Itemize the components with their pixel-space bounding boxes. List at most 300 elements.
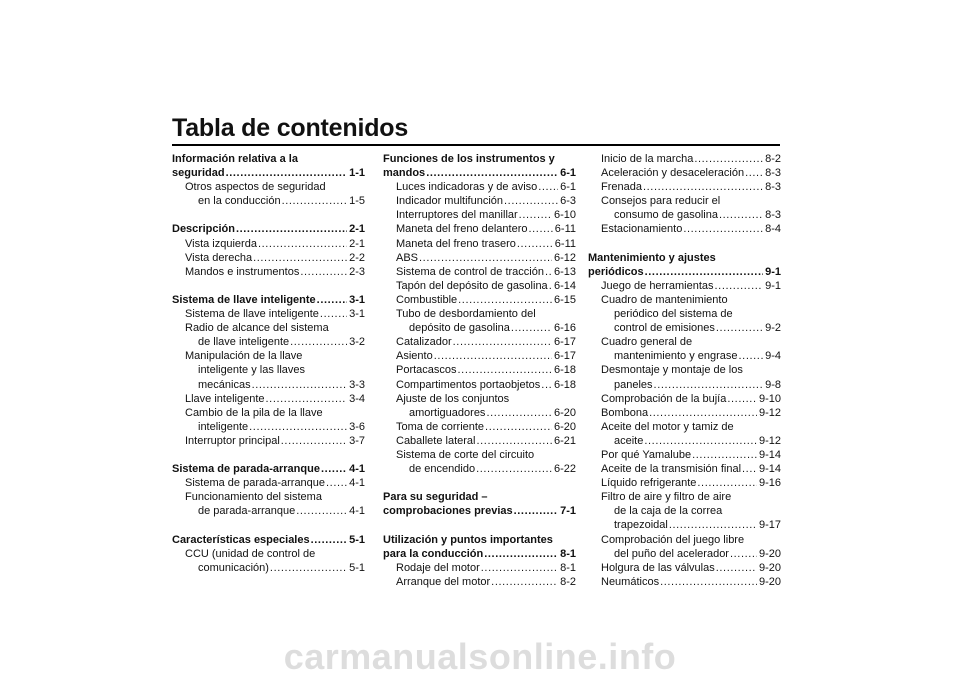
toc-page-number: 9-20 [758,575,781,588]
toc-subsection-entry[interactable] [383,420,576,434]
toc-entry-text: Asiento [396,350,433,363]
toc-entry-text: de encendido [409,463,476,476]
toc-subsection-entry [172,349,365,363]
toc-section-entry[interactable] [172,293,365,307]
toc-entry-text: Comprobación del juego libre [601,533,745,546]
toc-dot-leader [538,180,558,194]
toc-spacer [172,518,365,532]
toc-page-number: 3-3 [349,378,365,391]
toc-entry-text: Holgura de las válvulas [601,561,715,574]
toc-dot-leader [236,222,347,236]
toc-dot-leader [326,476,347,490]
toc-page-number: 6-1 [560,167,576,180]
toc-entry-text: inteligente [198,420,249,433]
toc-page-number: 9-4 [765,350,781,363]
toc-section-entry[interactable] [383,166,576,180]
toc-entry-text: Otros aspectos de seguridad [185,181,326,194]
toc-entry-text: mecánicas [198,378,251,391]
toc-entry-text: del puño del acelerador [614,547,729,560]
toc-dot-leader [426,166,558,180]
toc-subsection-entry[interactable] [172,434,365,448]
toc-page-number: 4-1 [349,463,365,476]
toc-entry-text: Indicador multifunción [396,195,504,208]
toc-subsection-entry [383,448,576,462]
toc-subsection-entry [588,363,781,377]
toc-dot-leader [485,420,552,434]
toc-dot-leader [517,237,553,251]
toc-subsection-entry [588,533,781,547]
toc-page-number: 9-12 [758,434,781,447]
toc-entry-text: Compartimentos portaobjetos [396,378,541,391]
toc-subsection-entry [172,547,365,561]
toc-subsection-entry [588,504,781,518]
toc-entry-text: seguridad [172,167,225,180]
toc-subsection-entry[interactable] [588,321,781,335]
toc-entry-text: aceite [614,434,644,447]
toc-subsection-entry[interactable] [588,476,781,490]
toc-subsection-entry[interactable] [172,476,365,490]
toc-dot-leader [453,335,552,349]
toc-page-number: 2-1 [349,237,365,250]
toc-dot-leader [458,363,552,377]
toc-entry-text: Información relativa a la [172,153,298,165]
toc-page-number: 6-1 [560,181,576,194]
toc-subsection-entry [588,490,781,504]
toc-section-entry [172,152,365,166]
toc-page-number: 2-1 [349,223,365,236]
toc-dot-leader [719,208,763,222]
toc-dot-leader [266,392,348,406]
toc-page-number: 6-13 [553,265,576,278]
toc-dot-leader [486,406,552,420]
toc-entry-text: mandos [383,167,426,180]
toc-page-number: 6-3 [560,195,576,208]
toc-page-number: 6-20 [553,406,576,419]
toc-entry-text: Llave inteligente [185,392,265,405]
toc-section-entry [383,533,576,547]
toc-entry-text: de la caja de la correa [614,505,723,518]
toc-dot-leader [270,561,347,575]
toc-entry-text: Cuadro de mantenimiento [601,293,728,306]
toc-page-number: 8-1 [560,561,576,574]
toc-entry-text: comunicación) [198,561,269,574]
toc-dot-leader [545,265,552,279]
toc-dot-leader [504,194,558,208]
toc-dot-leader [519,208,552,222]
toc-page-number: 6-11 [554,237,576,250]
toc-section-entry[interactable] [588,265,781,279]
toc-dot-leader [742,462,757,476]
toc-subsection-entry[interactable] [588,222,781,236]
toc-subsection-entry[interactable] [588,152,781,166]
toc-subsection-entry[interactable] [383,293,576,307]
page-title: Tabla de contenidos [172,114,409,142]
toc-subsection-entry[interactable] [172,504,365,518]
toc-subsection-entry[interactable] [588,547,781,561]
toc-dot-leader [476,462,552,476]
toc-subsection-entry[interactable] [588,208,781,222]
toc-subsection-entry [383,392,576,406]
toc-dot-leader [290,335,347,349]
toc-page-number: 4-1 [349,477,365,490]
toc-entry-text: Para su seguridad – [383,491,488,504]
toc-entry-text: Maneta del freno delantero [396,223,528,236]
toc-entry-text: Juego de herramientas [601,279,714,292]
toc-subsection-entry[interactable] [588,518,781,532]
toc-page-number: 8-2 [765,153,781,165]
toc-entry-text: de llave inteligente [198,336,290,349]
toc-dot-leader [644,434,757,448]
toc-dot-leader [419,251,552,265]
toc-entry-text: Inicio de la marcha [601,153,694,165]
toc-page-number: 5-1 [349,533,365,546]
toc-entry-text: Sistema de parada-arranque [172,463,320,476]
toc-dot-leader [511,321,552,335]
toc-subsection-entry[interactable] [383,363,576,377]
toc-entry-text: Aceleración y desaceleración [601,167,745,180]
toc-subsection-entry [588,293,781,307]
toc-dot-leader [541,378,552,392]
toc-dot-leader [716,321,763,335]
toc-subsection-entry[interactable] [383,462,576,476]
toc-entry-text: Características especiales [172,533,310,546]
toc-page-number: 9-20 [758,547,781,560]
toc-dot-leader [528,222,552,236]
toc-page-number: 3-1 [349,308,365,321]
toc-dot-leader [296,504,347,518]
toc-entry-text: Aceite del motor y tamiz de [601,420,734,433]
toc-page-number: 9-12 [758,406,781,419]
toc-page-number: 6-15 [553,293,576,306]
toc-subsection-entry [383,307,576,321]
toc-page-number: 9-10 [758,392,781,405]
toc-subsection-entry[interactable] [172,335,365,349]
toc-spacer [383,476,576,490]
toc-entry-text: Ajuste de los conjuntos [396,392,510,405]
toc-page-number: 6-10 [553,209,576,222]
toc-dot-leader [683,222,763,236]
toc-entry-text: Por qué Yamalube [601,448,692,461]
toc-entry-text: Filtro de aire y filtro de aire [601,491,732,504]
toc-subsection-entry[interactable] [588,448,781,462]
toc-subsection-entry[interactable] [383,575,576,589]
toc-entry-text: Líquido refrigerante [601,477,697,490]
toc-dot-leader [320,307,347,321]
toc-entry-text: Frenada [601,181,642,194]
toc-dot-leader [694,152,763,166]
toc-section-entry [588,251,781,265]
toc-subsection-entry[interactable] [172,307,365,321]
toc-subsection-entry [172,321,365,335]
toc-dot-leader [645,265,763,279]
toc-subsection-entry [172,363,365,377]
toc-page-number: 6-17 [553,350,576,363]
watermark: carmanualsonline.info [283,636,677,677]
toc-page-number: 6-14 [553,279,576,292]
toc-dot-leader [300,265,347,279]
toc-dot-leader [716,561,757,575]
toc-entry-text: ABS [396,251,419,264]
toc-spacer [172,208,365,222]
toc-dot-leader [739,349,764,363]
toc-subsection-entry[interactable] [588,406,781,420]
toc-entry-text: Vista derecha [185,251,253,264]
toc-entry-text: Estacionamiento [601,223,683,236]
toc-section-entry[interactable] [172,222,365,236]
toc-column-1 [172,152,365,575]
toc-entry-text: Combustible [396,293,458,306]
toc-entry-text: Comprobación de la bujía [601,392,727,405]
toc-dot-leader [458,293,552,307]
toc-page-number: 3-2 [349,336,365,349]
toc-entry-text: Mandos e instrumentos [185,265,300,278]
toc-section-entry[interactable] [172,462,365,476]
toc-entry-text: Bombona [601,406,649,419]
toc-subsection-entry[interactable] [588,462,781,476]
toc-page-number: 6-18 [553,378,576,391]
toc-subsection-entry[interactable] [383,406,576,420]
toc-page-number: 6-21 [553,434,576,447]
toc-entry-text: Funciones de los instrumentos y [383,153,555,165]
toc-page-number: 9-20 [758,561,781,574]
toc-entry-text: en la conducción [198,195,281,208]
toc-entry-text: periódico del sistema de [614,308,733,321]
toc-page-number: 8-2 [560,575,576,588]
toc-entry-text: Sistema de llave inteligente [172,293,316,306]
toc-page-number: 6-20 [553,420,576,433]
toc-subsection-entry [588,420,781,434]
toc-subsection-entry[interactable] [588,279,781,293]
toc-dot-leader [697,476,757,490]
toc-subsection-entry[interactable] [172,420,365,434]
toc-dot-leader [669,518,757,532]
toc-subsection-entry[interactable] [588,575,781,589]
toc-entry-text: de parada-arranque [198,505,296,518]
toc-subsection-entry [588,194,781,208]
toc-page-number: 6-11 [554,223,576,236]
toc-dot-leader [715,279,764,293]
title-underline [172,144,780,146]
toc-subsection-entry[interactable] [383,265,576,279]
toc-page-number: 5-1 [349,561,365,574]
toc-subsection-entry[interactable] [383,349,576,363]
toc-dot-leader [692,448,757,462]
toc-section-entry [383,152,576,166]
toc-page-number: 9-14 [758,463,781,476]
toc-entry-text: Vista izquierda [185,237,257,250]
toc-page-number: 1-1 [349,167,365,180]
toc-entry-text: Tubo de desbordamiento del [396,308,536,321]
toc-subsection-entry[interactable] [172,194,365,208]
toc-subsection-entry[interactable] [588,378,781,392]
toc-page-number: 6-18 [553,364,576,377]
toc-dot-leader [745,166,763,180]
toc-entry-text: inteligente y las llaves [198,364,306,377]
toc-page-number: 2-2 [349,251,365,264]
toc-entry-text: Manipulación de la llave [185,350,303,363]
toc-dot-leader [321,462,347,476]
toc-spacer [172,279,365,293]
toc-page-number: 4-1 [349,505,365,518]
toc-dot-leader [491,575,558,589]
toc-entry-text: CCU (unidad de control de [185,547,316,560]
toc-subsection-entry[interactable] [172,392,365,406]
toc-subsection-entry[interactable] [383,378,576,392]
toc-subsection-entry[interactable] [172,237,365,251]
toc-section-entry[interactable] [172,533,365,547]
toc-section-entry [383,490,576,504]
toc-subsection-entry [172,406,365,420]
toc-spacer [383,518,576,532]
toc-page-number: 6-22 [553,463,576,476]
toc-subsection-entry[interactable] [383,251,576,265]
toc-page-number: 9-1 [765,279,781,292]
toc-subsection-entry [172,180,365,194]
toc-subsection-entry[interactable] [588,392,781,406]
toc-dot-leader [660,575,757,589]
toc-dot-leader [514,504,558,518]
toc-entry-text: Aceite de la transmisión final [601,463,742,476]
toc-entry-text: Sistema de control de tracción [396,265,544,278]
toc-subsection-entry[interactable] [383,194,576,208]
toc-section-entry[interactable] [383,547,576,561]
toc-entry-text: Interruptores del manillar [396,209,518,222]
toc-spacer [588,237,781,251]
toc-dot-leader [317,293,347,307]
toc-subsection-entry[interactable] [172,251,365,265]
toc-page-number: 8-3 [765,181,781,194]
toc-page-number: 9-14 [758,448,781,461]
toc-subsection-entry[interactable] [588,434,781,448]
toc-subsection-entry [588,307,781,321]
toc-entry-text: Interruptor principal [185,434,280,447]
toc-entry-text: consumo de gasolina [614,209,718,222]
toc-subsection-entry [588,335,781,349]
toc-entry-text: Radio de alcance del sistema [185,322,329,335]
toc-page-number: 7-1 [560,505,576,518]
toc-dot-leader [434,349,552,363]
toc-entry-text: mantenimiento y engrase [614,350,738,363]
toc-page-number: 6-16 [553,322,576,335]
toc-entry-text: depósito de gasolina [409,322,510,335]
toc-entry-text: Sistema de parada-arranque [185,477,326,490]
toc-entry-text: Cuadro general de [601,336,693,349]
toc-section-entry[interactable] [383,504,576,518]
toc-dot-leader [252,378,348,392]
toc-entry-text: Mantenimiento y ajustes [588,251,716,264]
toc-page-number: 3-4 [349,392,365,405]
toc-entry-text: Cambio de la pila de la llave [185,406,323,419]
toc-entry-text: Luces indicadoras y de aviso [396,181,538,194]
toc-subsection-entry[interactable] [383,321,576,335]
toc-page-number: 6-12 [553,251,576,264]
toc-page-number: 9-16 [758,477,781,490]
toc-entry-text: Sistema de corte del circuito [396,448,535,461]
toc-entry-text: Desmontaje y montaje de los [601,364,743,377]
toc-column-2 [383,152,576,589]
toc-page-number: 9-1 [765,265,781,278]
toc-page-number: 9-8 [765,378,781,391]
toc-dot-leader [654,378,764,392]
toc-dot-leader [643,180,763,194]
toc-subsection-entry[interactable] [383,335,576,349]
toc-subsection-entry[interactable] [383,237,576,251]
toc-entry-text: amortiguadores [409,406,486,419]
toc-entry-text: Portacascos [396,364,457,377]
toc-entry-text: Toma de corriente [396,420,485,433]
toc-page-number: 3-6 [349,420,365,433]
toc-dot-leader [311,533,347,547]
toc-page-number: 3-1 [349,293,365,306]
toc-entry-text: periódicos [588,265,644,278]
toc-subsection-entry[interactable] [383,222,576,236]
toc-dot-leader [249,420,347,434]
toc-subsection-entry[interactable] [172,265,365,279]
toc-page-number: 8-3 [765,209,781,222]
toc-dot-leader [484,547,558,561]
toc-page-number: 9-2 [765,322,781,335]
toc-entry-text: control de emisiones [614,322,715,335]
toc-page-number: 8-3 [765,167,781,180]
toc-section-entry[interactable] [172,166,365,180]
toc-dot-leader [281,434,347,448]
toc-subsection-entry[interactable] [383,561,576,575]
toc-spacer [172,448,365,462]
toc-subsection-entry[interactable] [588,561,781,575]
toc-subsection-entry[interactable] [383,279,576,293]
toc-subsection-entry[interactable] [383,208,576,222]
toc-dot-leader [730,547,757,561]
toc-entry-text: Sistema de llave inteligente [185,308,319,321]
toc-entry-text: Funcionamiento del sistema [185,491,322,504]
toc-entry-text: Utilización y puntos importantes [383,533,553,546]
toc-page-number: 9-17 [758,519,781,532]
toc-column-3 [588,152,781,589]
toc-dot-leader [226,166,348,180]
toc-subsection-entry[interactable] [172,378,365,392]
toc-entry-text: trapezoidal [614,519,668,532]
toc-dot-leader [253,251,347,265]
toc-subsection-entry [172,490,365,504]
toc-page-number: 8-1 [560,547,576,560]
toc-dot-leader [649,406,757,420]
toc-subsection-entry[interactable] [588,349,781,363]
toc-subsection-entry[interactable] [383,434,576,448]
toc-subsection-entry[interactable] [588,166,781,180]
toc-entry-text: Catalizador [396,336,452,349]
toc-dot-leader [549,279,552,293]
toc-subsection-entry[interactable] [588,180,781,194]
toc-subsection-entry[interactable] [383,180,576,194]
toc-entry-text: Rodaje del motor [396,561,480,574]
toc-dot-leader [282,194,348,208]
toc-dot-leader [258,237,347,251]
toc-entry-text: para la conducción [383,547,484,560]
toc-entry-text: Tapón del depósito de gasolina [396,279,548,292]
toc-page-number: 6-17 [553,336,576,349]
toc-page-number: 8-4 [765,223,781,236]
toc-dot-leader [481,561,558,575]
toc-entry-text: paneles [614,378,653,391]
toc-page-number: 2-3 [349,265,365,278]
toc-page-number: 3-7 [349,434,365,447]
toc-subsection-entry[interactable] [172,561,365,575]
toc-entry-text: Maneta del freno trasero [396,237,516,250]
toc-entry-text: Caballete lateral [396,434,476,447]
toc-dot-leader [727,392,757,406]
toc-page-number: 1-5 [349,195,365,208]
toc-entry-text: comprobaciones previas [383,505,513,518]
